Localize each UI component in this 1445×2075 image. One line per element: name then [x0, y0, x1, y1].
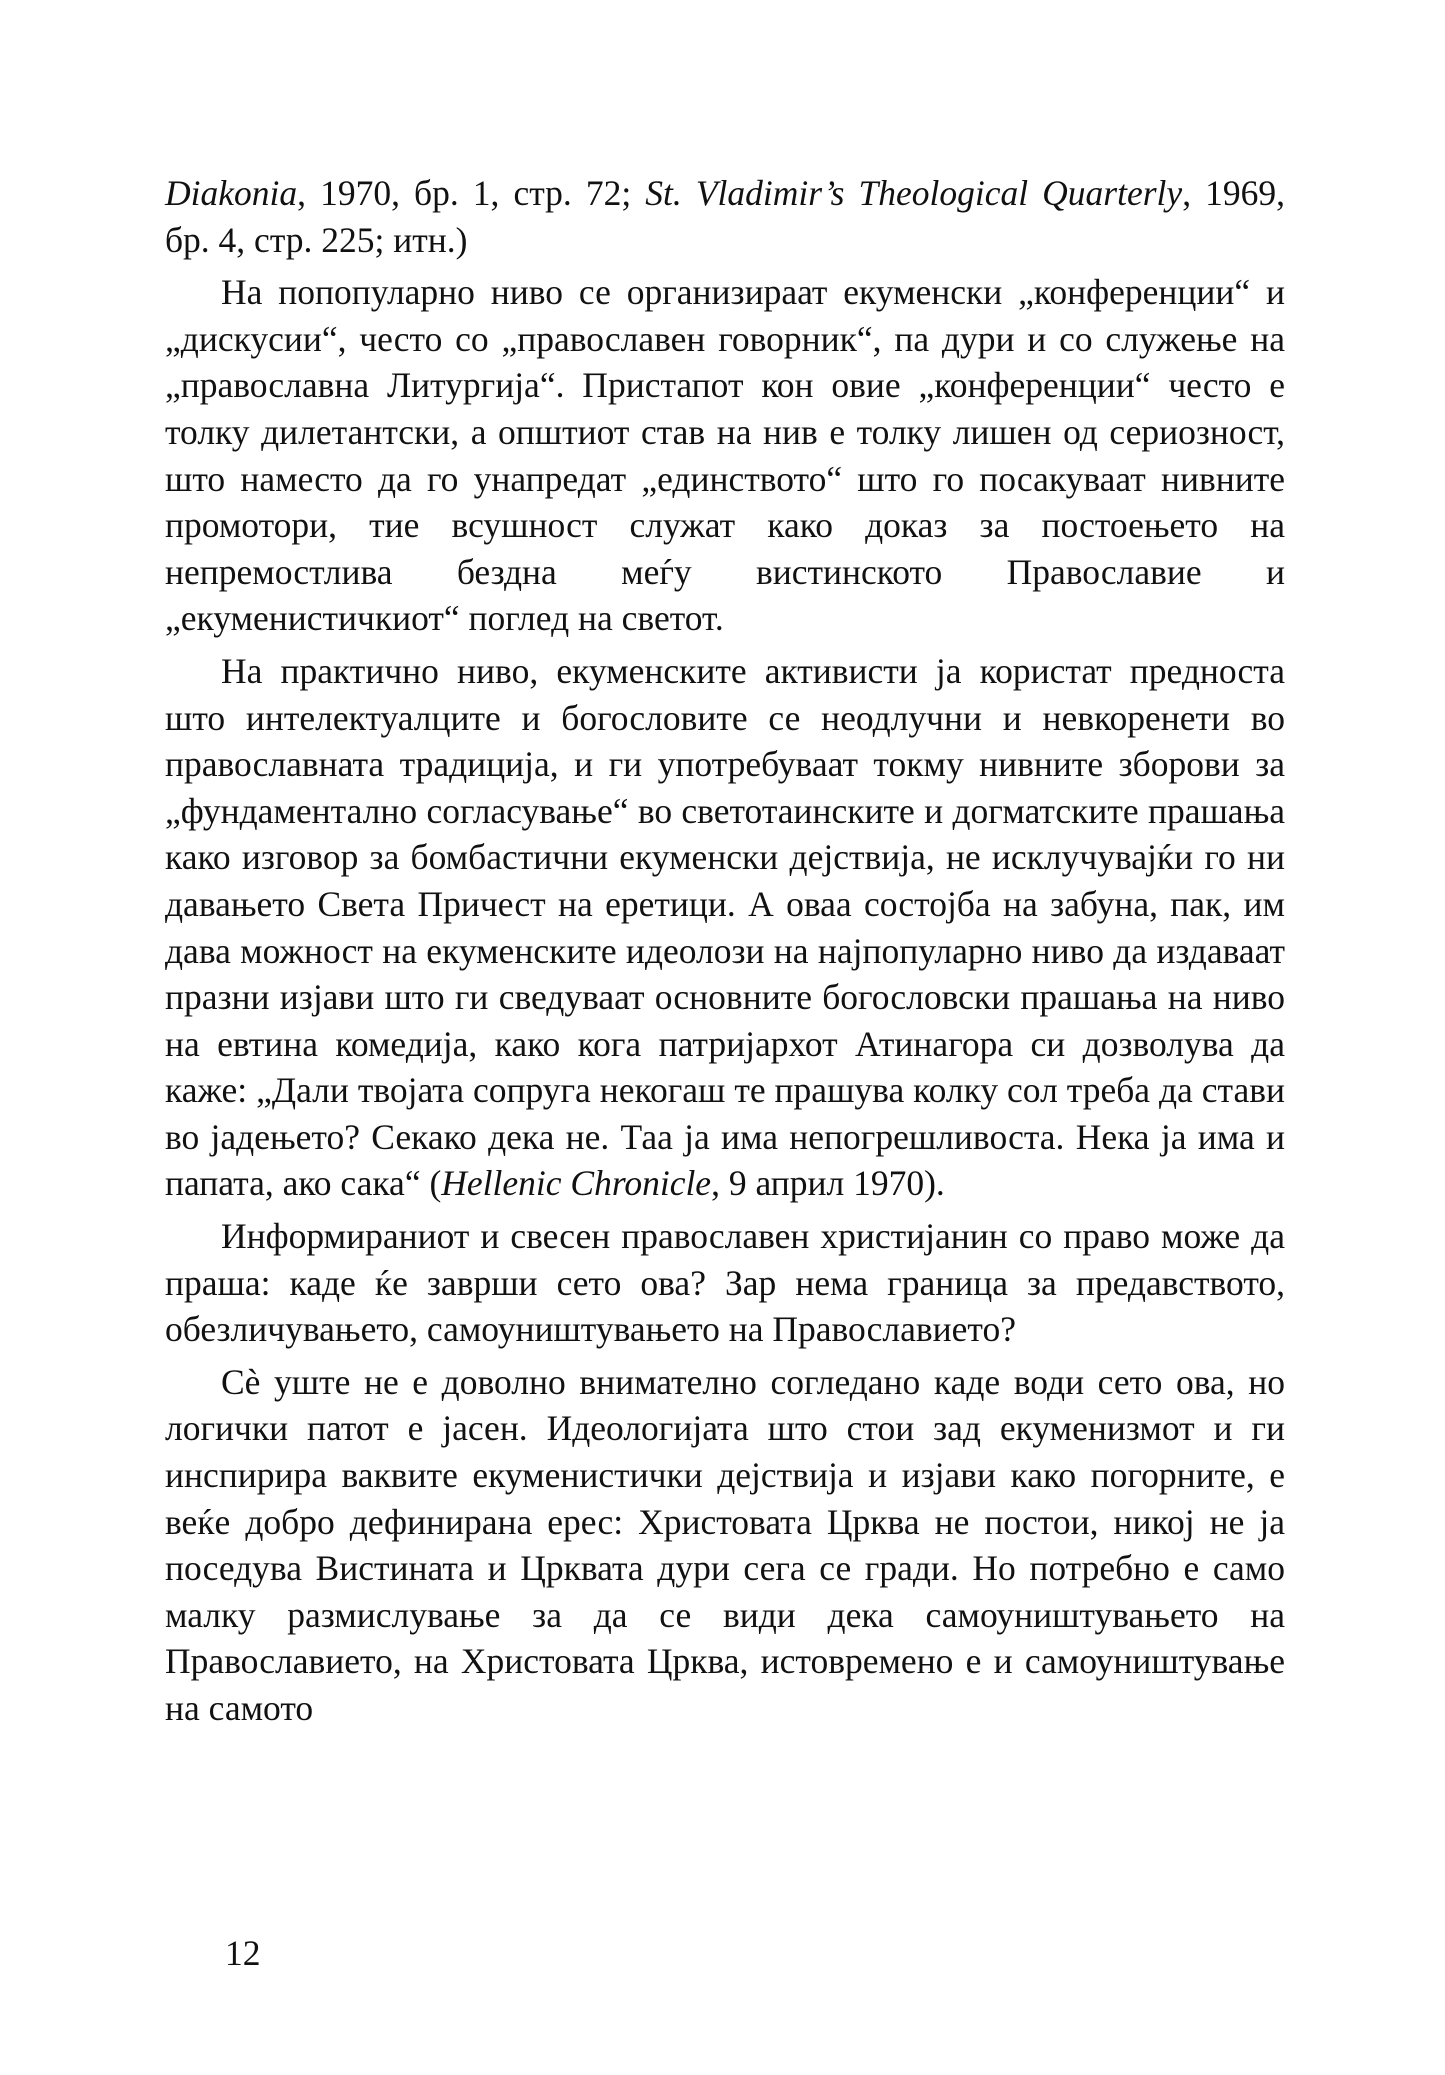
page-number: 12 [225, 1933, 261, 1973]
paragraph-practical-level [165, 648, 1285, 1207]
page-body [165, 170, 1285, 1738]
journal-title-svtq: St. Vladimir’s Theological Quarterly [645, 173, 1183, 213]
citation-text-end: , 1969, бр. 4, стр. 225; итн.) [165, 173, 1286, 260]
paragraph-conferences: На попопуларно ниво се организираат екуменски „конференции“ и „дискусии“, често со „православен говорник“, па дури и со служење на „православна Литургија“. Пристапот кон овие „конференции“ често е толку дилетантски, а општиот став на нив е толку лишен од сериозност, што наместо да го унапредат „единството“ што го посакуваат нивните промотори, тие всушност служат како доказ за постоењето на непремостлива бездна меѓу вистинското Православие и „екуменистичкиот“ поглед на светот. [165, 272, 1285, 639]
citation-text: , 1970, бр. 1, стр. 72; [297, 173, 646, 213]
paragraph-question: Информираниот и свесен православен христијанин со право може да праша: каде ќе заврши сето ова? Зар нема граница за предавството, обезличувањето, самоуништувањето на Православието? [165, 1216, 1285, 1350]
paragraph-ideology: Сè уште не е доволно внимателно согледано каде води сето ова, но логички патот е јасен. Идеологијата што стои зад екуменизмот и ги инспирира ваквите екуменистички дејствија и изјави како погорните, е веќе добро дефинирана ерес: Христовата Црква не постои, никој не ја поседува Вистината и Црквата дури сега се гради. Но потребно е само малку размислување за да се види дека самоуништувањето на Православието, на Христовата Црква, истовремено е и самоуништување на самото [165, 1361, 1285, 1728]
source-date: , 9 април 1970). [711, 1163, 945, 1204]
continuation-paragraph [165, 170, 1285, 263]
source-hellenic-chronicle: Hellenic Chronicle [441, 1163, 712, 1204]
journal-title-diakonia: Diakonia [165, 173, 298, 213]
paragraph-practical-text: На практично ниво, екуменските активисти ја користат предноста што интелектуалците и богословите се неодлучни и невкоренети во православната традиција, и ги употребуваат токму нивните зборови за „фундаментално согласување“ во светотаинските и догматските прашања како изговор за бомбастични екуменски дејствија, не исклучувајќи го ни давањето Света Причест на еретици. А оваа состојба на забуна, пак, им дава можност на екуменските идеолози на најпопуларно ниво да издаваат празни изјави што ги сведуваат основните богословски прашања на ниво на евтина комедија, како кога патријархот Атинагора си дозволува да каже: „Дали твојата сопруга некогаш те прашува колку сол треба да стави во јадењето? Секако дека не. Таа ја има непогрешливоста. Нека ја има и папата, ако сака“ ( [165, 650, 1285, 1204]
